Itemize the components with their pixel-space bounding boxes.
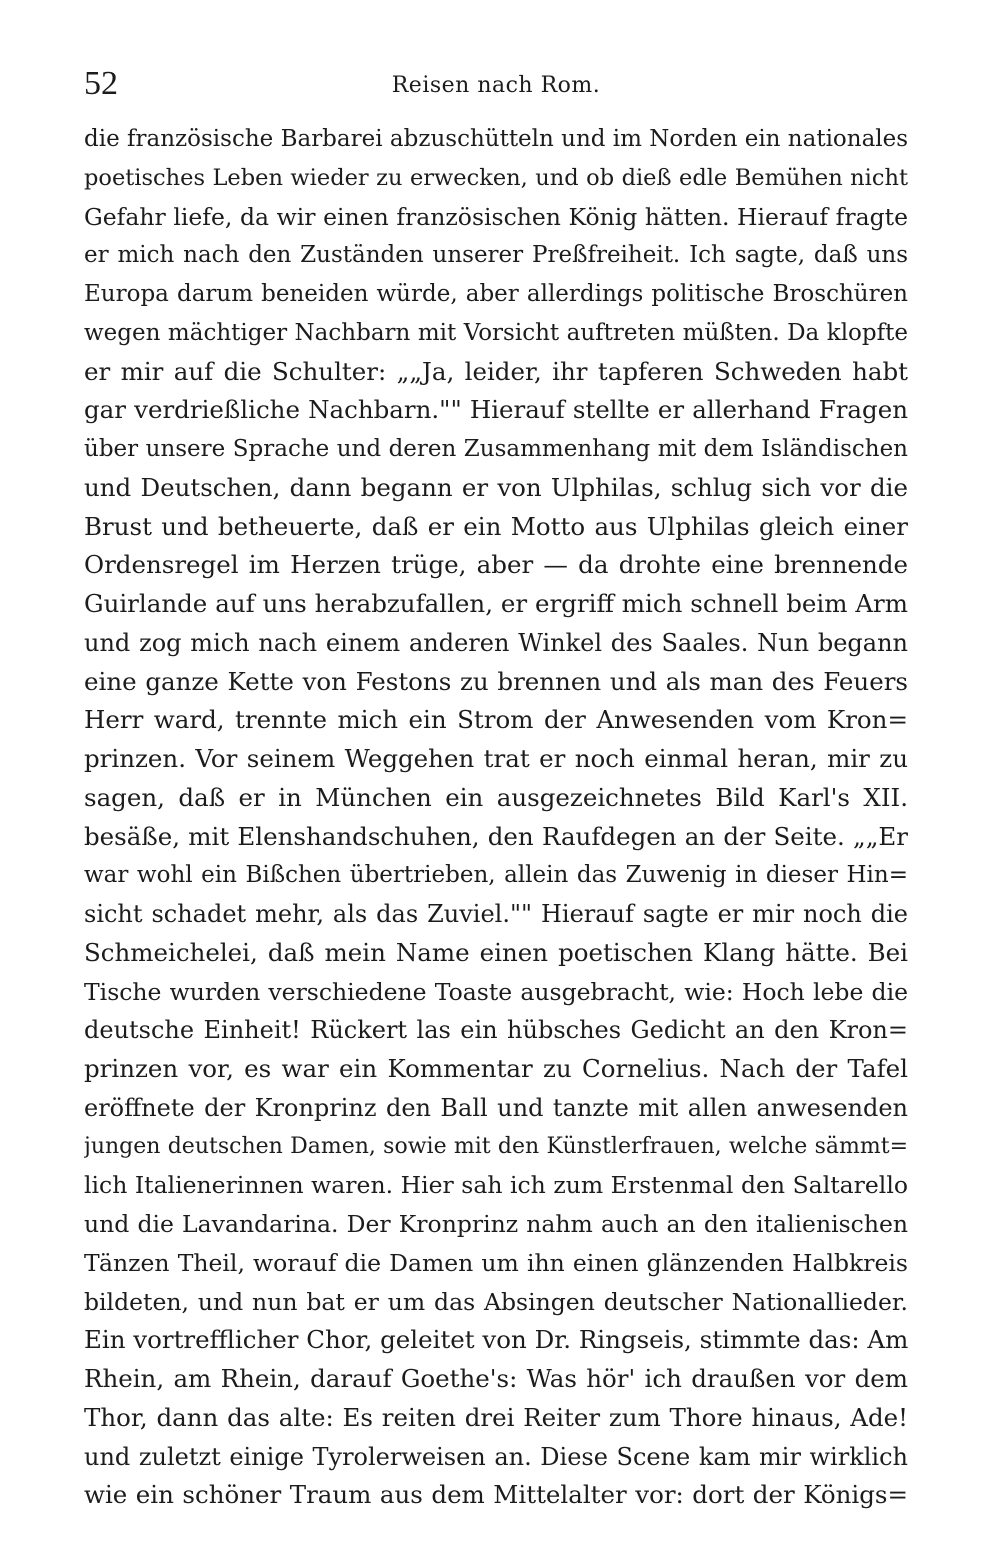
text-line: Ein vortrefflicher Chor, geleitet von Dr. Ringseis, stimmte das: Am <box>84 1325 908 1355</box>
text-line: Gefahr liefe, da wir einen französischen König hätten. Hierauf fragte <box>84 202 908 231</box>
text-line: Tänzen Theil, worauf die Damen um ihn einen glänzenden Halbkreis <box>84 1248 908 1277</box>
text-line: eine ganze Kette von Festons zu brennen und als man des Feuers <box>84 666 908 696</box>
text-line: und zuletzt einige Tyrolerweisen an. Diese Scene kam mir wirklich <box>84 1442 908 1471</box>
text-line: deutsche Einheit! Rückert las ein hübsches Gedicht an den Kron= <box>84 1016 908 1045</box>
text-line: Brust und betheuerte, daß er ein Motto aus Ulphilas gleich einer <box>84 511 908 541</box>
text-line: Schmeichelei, daß mein Name einen poetischen Klang hätte. Bei <box>84 937 908 967</box>
text-line: Herr ward, trennte mich ein Strom der Anwesenden vom Kron= <box>84 705 908 735</box>
text-line: sicht schadet mehr, als das Zuviel."" Hierauf sagte er mir noch die <box>84 900 908 928</box>
text-line: prinzen. Vor seinem Weggehen trat er noch einmal heran, mir zu <box>84 744 908 773</box>
text-line: Europa darum beneiden würde, aber allerdings politische Broschüren <box>84 281 908 307</box>
text-line: poetisches Leben wieder zu erwecken, und ob dieß edle Bemühen nicht <box>84 164 908 191</box>
text-line: und die Lavandarina. Der Kronprinz nahm auch an den italienischen <box>84 1210 908 1238</box>
text-line: Guirlande auf uns herabzufallen, er ergriff mich schnell beim Arm <box>84 589 908 618</box>
text-line: Thor, dann das alte: Es reiten drei Reiter zum Thore hinaus, Ade! <box>84 1402 908 1432</box>
text-line: und zog mich nach einem anderen Winkel des Saales. Nun begann <box>84 628 908 657</box>
running-title: Reisen nach Rom. <box>391 73 601 98</box>
text-line: bildeten, und nun bat er um das Absingen deutscher Nationallieder. <box>84 1287 908 1316</box>
text-line: Rhein, am Rhein, darauf Goethe's: Was hör' ich draußen vor dem <box>84 1364 908 1393</box>
text-line: wie ein schöner Traum aus dem Mittelalter vor: dort der Königs= <box>84 1480 908 1510</box>
text-line: die französische Barbarei abzuschütteln und im Norden ein nationales <box>84 126 908 152</box>
text-line: Tische wurden verschiedene Toaste ausgebracht, wie: Hoch lebe die <box>84 977 908 1006</box>
text-line: Ordensregel im Herzen trüge, aber — da drohte eine brennende <box>84 550 908 580</box>
text-line: wegen mächtiger Nachbarn mit Vorsicht auftreten müßten. Da klopfte <box>84 319 908 346</box>
text-line: prinzen vor, es war ein Kommentar zu Cornelius. Nach der Tafel <box>84 1054 908 1083</box>
page-header <box>84 60 908 110</box>
text-line: lich Italienerinnen waren. Hier sah ich zum Erstenmal den Saltarello <box>84 1171 908 1200</box>
text-line: eröffnete der Kronprinz den Ball und tanzte mit allen anwesenden <box>84 1093 908 1122</box>
text-line: über unsere Sprache und deren Zusammenhang mit dem Isländischen <box>84 436 908 462</box>
text-line: gar verdrießliche Nachbarn."" Hierauf stellte er allerhand Fragen <box>84 395 908 425</box>
text-line: er mir auf die Schulter: „„Ja, leider, ihr tapferen Schweden habt <box>84 356 908 386</box>
text-line: er mich nach den Zuständen unserer Preßfreiheit. Ich sagte, daß uns <box>84 242 908 269</box>
page-number: 52 <box>84 65 118 102</box>
body-text <box>84 120 908 1515</box>
text-line: und Deutschen, dann begann er von Ulphilas, schlug sich vor die <box>84 472 908 502</box>
text-line: war wohl ein Bißchen übertrieben, allein das Zuwenig in dieser Hin= <box>84 862 908 889</box>
text-line: sagen, daß er in München ein ausgezeichnetes Bild Karl's XII. <box>84 782 908 812</box>
text-line: besäße, mit Elenshandschuhen, den Raufdegen an der Seite. „„Er <box>84 821 908 851</box>
text-line: jungen deutschen Damen, sowie mit den Künstlerfrauen, welche sämmt= <box>84 1133 908 1159</box>
